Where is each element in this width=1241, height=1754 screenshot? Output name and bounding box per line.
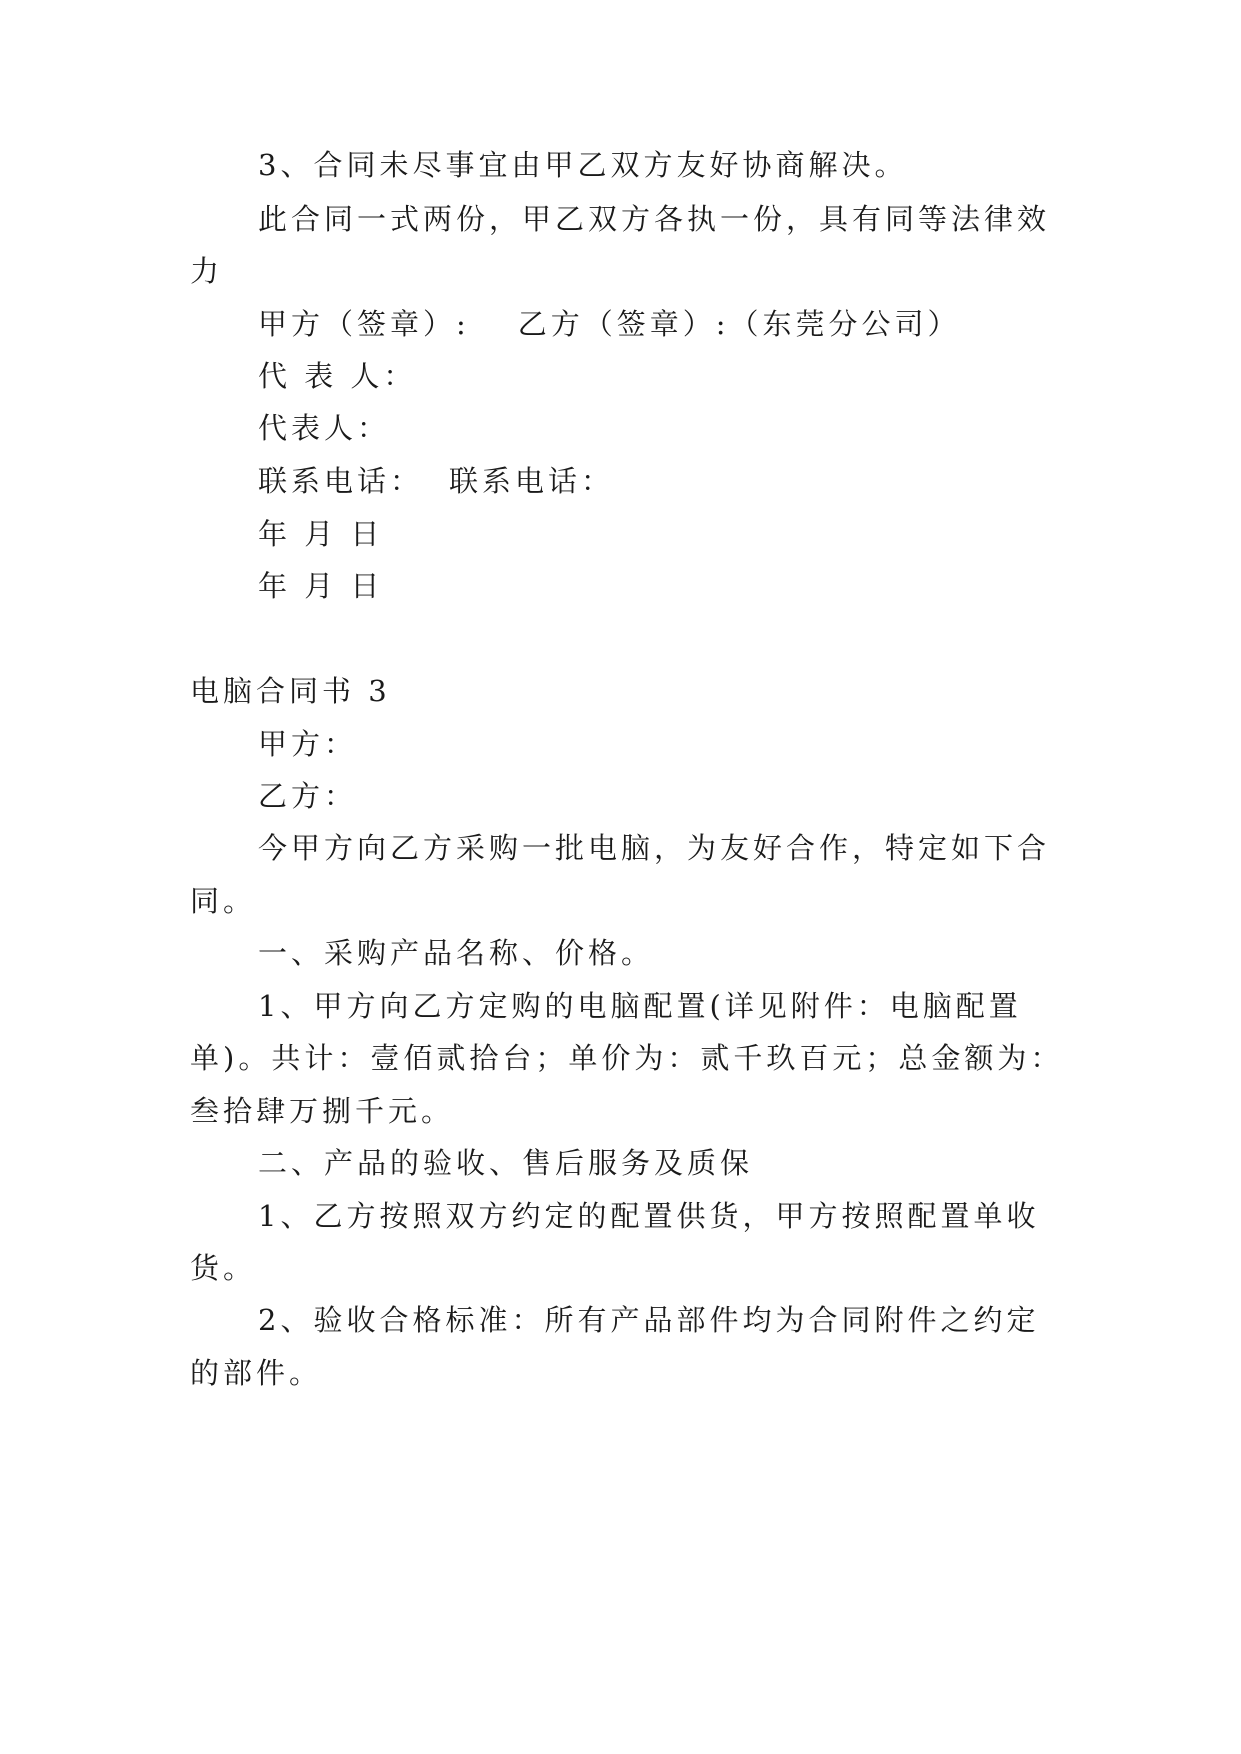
heading-1: 一、采购产品名称、价格。 xyxy=(258,936,655,970)
item-2-1-line: 1、乙方按照双方约定的配置供货，甲方按照配置单收 xyxy=(258,1199,1040,1233)
clause-3-line: 3、合同未尽事宜由甲乙双方友好协商解决。 xyxy=(258,148,908,182)
party-a-phone-label: 联系电话： xyxy=(258,464,424,498)
representative-line-b: 代表人： xyxy=(258,411,391,445)
item-1-1-line-cont-2: 叁拾肆万捌千元。 xyxy=(190,1094,455,1128)
date-line-a: 年 月 日 xyxy=(258,517,384,551)
representative-line-a: 代 表 人： xyxy=(258,359,417,393)
copies-line-cont: 力 xyxy=(190,254,224,288)
party-a-signature-label: 甲方（签章）: xyxy=(258,307,470,341)
item-2-2-line: 2、验收合格标准：所有产品部件均为合同附件之约定 xyxy=(258,1303,1040,1337)
party-b-line: 乙方： xyxy=(258,779,358,813)
phone-row xyxy=(258,464,615,498)
date-line-b: 年 月 日 xyxy=(258,569,384,603)
party-b-phone-label: 联系电话： xyxy=(449,464,615,498)
party-a-line: 甲方： xyxy=(258,727,358,761)
section-title: 电脑合同书 3 xyxy=(190,674,391,708)
item-1-1-line: 1、甲方向乙方定购的电脑配置(详见附件：电脑配置 xyxy=(258,989,1022,1023)
intro-line-cont: 同。 xyxy=(190,884,257,918)
intro-line: 今甲方向乙方采购一批电脑，为友好合作，特定如下合 xyxy=(258,831,1051,865)
signature-row xyxy=(258,307,961,341)
item-1-1-line-cont: 单)。共计：壹佰贰拾台；单价为：贰千玖百元；总金额为： xyxy=(190,1041,1064,1075)
item-2-2-line-cont: 的部件。 xyxy=(190,1356,323,1390)
heading-2: 二、产品的验收、售后服务及质保 xyxy=(258,1146,754,1180)
party-b-signature-label: 乙方（签章）:（东莞分公司） xyxy=(517,307,961,341)
item-2-1-line-cont: 货。 xyxy=(190,1251,257,1285)
copies-line: 此合同一式两份，甲乙双方各执一份，具有同等法律效 xyxy=(258,202,1051,236)
